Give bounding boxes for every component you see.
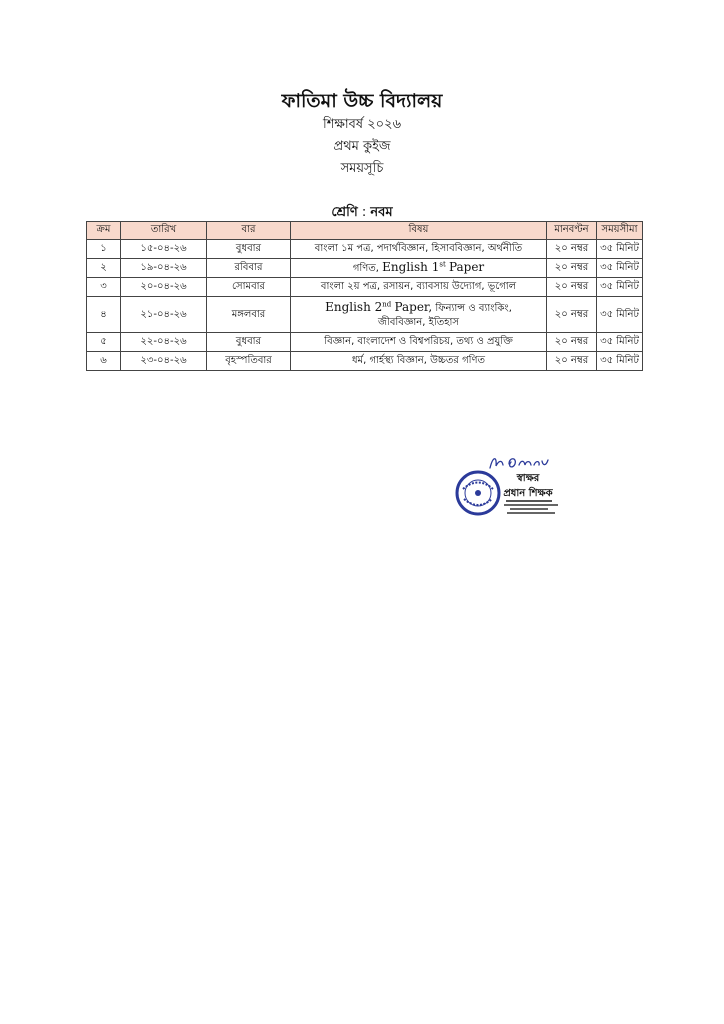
cell-serial: ৬ [87, 352, 121, 371]
cell-day: মঙ্গলবার [207, 297, 291, 333]
cell-day: বৃহস্পতিবার [207, 352, 291, 371]
col-day: বার [207, 222, 291, 240]
class-separator: : [361, 205, 367, 220]
cell-day: বুধবার [207, 240, 291, 259]
cell-subject [291, 259, 547, 278]
subject-line-1 [294, 300, 543, 316]
stamp-details-icon [503, 499, 561, 517]
schedule-table [86, 221, 643, 371]
subject-sup: st [439, 260, 446, 269]
table-header-row [87, 222, 643, 240]
table-row [87, 352, 643, 371]
table-row [87, 278, 643, 297]
subject-en: English 1 [382, 260, 440, 274]
cell-time: ৩৫ মিনিট [597, 278, 643, 297]
table-row [87, 297, 643, 333]
cell-date: ২৩-০৪-২৬ [121, 352, 207, 371]
cell-serial: ২ [87, 259, 121, 278]
cell-marks: ২০ নম্বর [547, 297, 597, 333]
document-header [0, 88, 724, 180]
cell-serial: ৫ [87, 333, 121, 352]
subject-bn: গণিত, [352, 263, 379, 274]
cell-serial: ১ [87, 240, 121, 259]
subject-line-2: জীববিজ্ঞান, ইতিহাস [378, 316, 459, 328]
cell-subject: বাংলা ২য় পত্র, রসায়ন, ব্যাবসায় উদ্যোগ, ভূগোল [291, 278, 547, 297]
cell-date: ২১-০৪-২৬ [121, 297, 207, 333]
cell-date: ১৫-০৪-২৬ [121, 240, 207, 259]
table-row [87, 333, 643, 352]
table-row [87, 259, 643, 278]
cell-date: ২০-০৪-২৬ [121, 278, 207, 297]
cell-time: ৩৫ মিনিট [597, 333, 643, 352]
cell-time: ৩৫ মিনিট [597, 352, 643, 371]
cell-subject: ধর্ম, গার্হস্থ্য বিজ্ঞান, উচ্চতর গণিত [291, 352, 547, 371]
handwritten-signature-icon [487, 452, 551, 472]
subject-en-2: Paper, [394, 299, 433, 314]
cell-day: রবিবার [207, 259, 291, 278]
cell-date: ১৯-০৪-২৬ [121, 259, 207, 278]
cell-day: বুধবার [207, 333, 291, 352]
cell-time: ৩৫ মিনিট [597, 259, 643, 278]
cell-marks: ২০ নম্বর [547, 240, 597, 259]
table-row [87, 240, 643, 259]
cell-serial: ৩ [87, 278, 121, 297]
cell-date: ২২-০৪-২৬ [121, 333, 207, 352]
cell-marks: ২০ নম্বর [547, 278, 597, 297]
cell-subject: বাংলা ১ম পত্র, পদার্থবিজ্ঞান, হিসাববিজ্ঞান, অর্থনীতি [291, 240, 547, 259]
signature-label: স্বাক্ষর [516, 473, 540, 484]
signature-block [455, 452, 585, 522]
subject-en: English 2 [325, 299, 383, 314]
cell-serial: ৪ [87, 297, 121, 333]
school-seal-icon [455, 470, 501, 516]
col-marks: মানবণ্টন [547, 222, 597, 240]
col-subject: বিষয় [291, 222, 547, 240]
cell-subject [291, 297, 547, 333]
headmaster-title: প্রধান শিক্ষক [503, 488, 553, 499]
cell-marks: ২০ নম্বর [547, 333, 597, 352]
cell-day: সোমবার [207, 278, 291, 297]
cell-marks: ২০ নম্বর [547, 259, 597, 278]
cell-marks: ২০ নম্বর [547, 352, 597, 371]
class-value: নবম [370, 205, 393, 220]
school-name: ফাতিমা উচ্চ বিদ্যালয় [281, 90, 443, 112]
schedule-title: সময়সূচি [340, 161, 384, 176]
subject-sup: nd [382, 300, 392, 309]
col-serial: ক্রম [87, 222, 121, 240]
class-line [0, 204, 724, 222]
subject-bn: ফিন্যান্স ও ব্যাংকিং, [435, 302, 512, 314]
cell-time: ৩৫ মিনিট [597, 297, 643, 333]
class-label: শ্রেণি [331, 205, 358, 220]
session-year: শিক্ষাবর্ষ ২০২৬ [322, 117, 402, 132]
cell-subject: বিজ্ঞান, বাংলাদেশ ও বিশ্বপরিচয়, তথ্য ও প্রযুক্তি [291, 333, 547, 352]
exam-name: প্রথম কুইজ [333, 139, 391, 154]
cell-time: ৩৫ মিনিট [597, 240, 643, 259]
col-date: তারিখ [121, 222, 207, 240]
subject-en-2: Paper [448, 260, 485, 274]
col-time: সময়সীমা [597, 222, 643, 240]
